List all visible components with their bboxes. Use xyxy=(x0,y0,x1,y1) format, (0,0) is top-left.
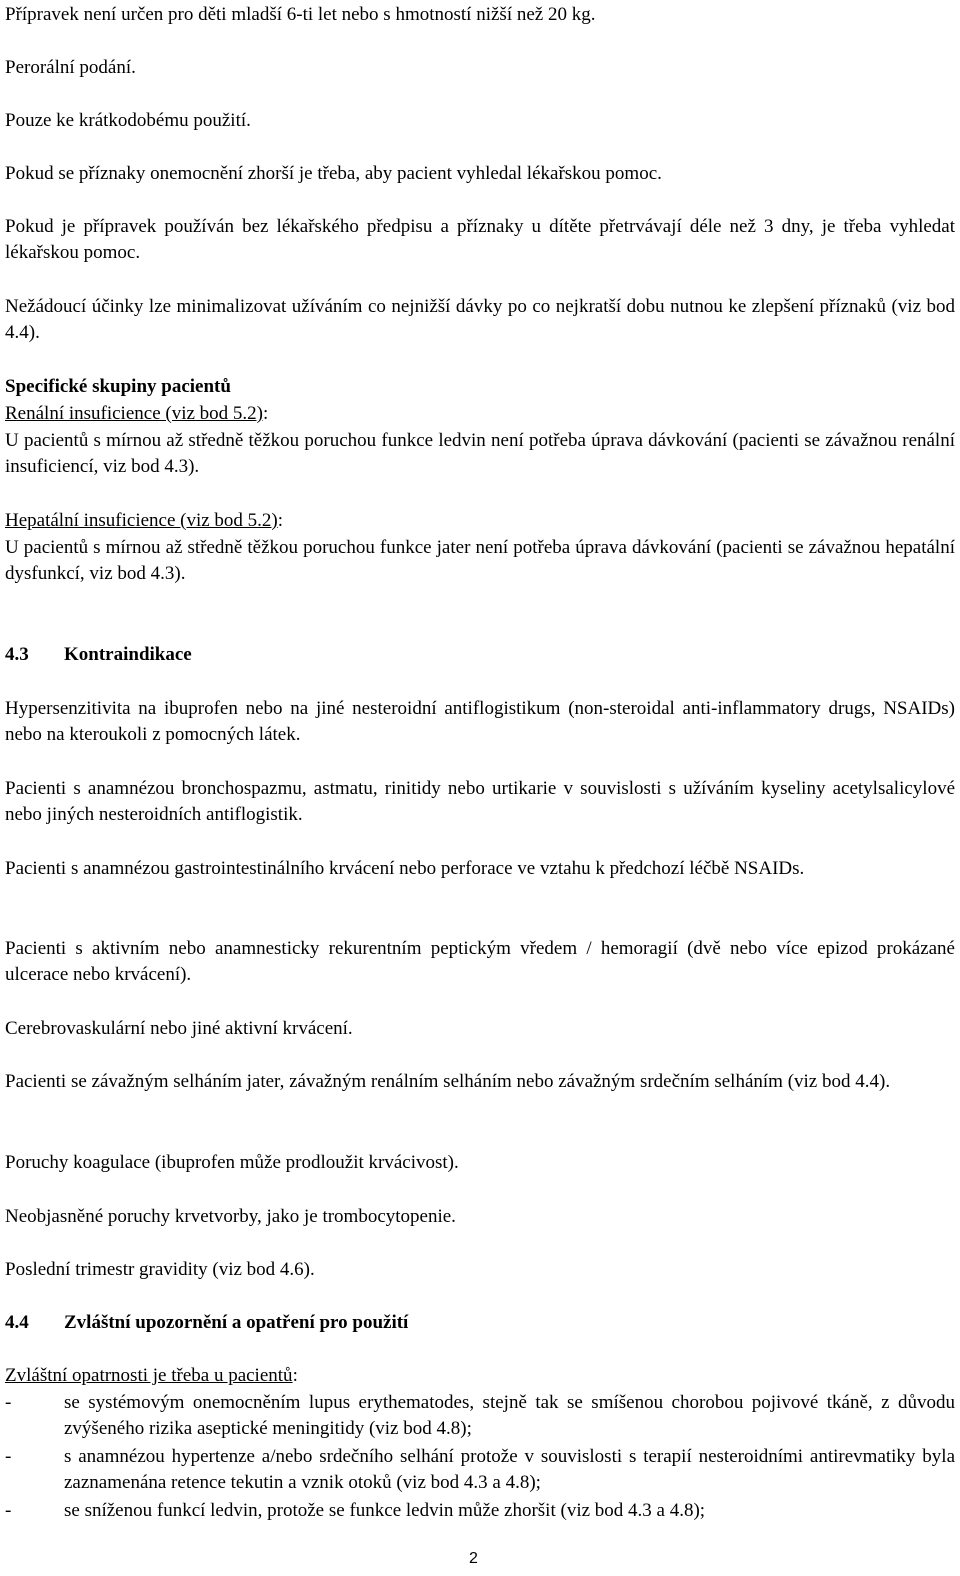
paragraph-short-term: Pouze ke krátkodobému použití. xyxy=(5,110,251,131)
paragraph-bronchospasm: Pacienti s anamnézou bronchospazmu, astmatu, rinitidy nebo urtikarie v souvislosti s užíváním kyseliny acetylsalicylové nebo jiných nesteroidních antiflogistik. xyxy=(5,778,955,825)
list-bullet: - xyxy=(5,1392,12,1413)
paragraph-coagulation: Poruchy koagulace (ibuprofen může prodloužit krvácivost). xyxy=(5,1152,459,1173)
list-bullet: - xyxy=(5,1446,12,1467)
paragraph-oral-use: Perorální podání. xyxy=(5,57,136,78)
renal-heading-text: Renální insuficience (viz bod 5.2) xyxy=(5,403,264,424)
section-title: Zvláštní upozornění a opatření pro použití xyxy=(64,1312,409,1333)
list-item xyxy=(5,1444,955,1496)
list-item xyxy=(5,1390,955,1442)
paragraph-peptic-ulcer: Pacienti s aktivním nebo anamnesticky rekurentním peptickým vředem / hemoragií (dvě nebo více epizod prokázané ulcerace nebo krvácení). xyxy=(5,938,955,985)
paragraph-age-restriction: Přípravek není určen pro děti mladší 6-ti let nebo s hmotností nižší než 20 kg. xyxy=(5,4,596,25)
paragraph-hypersensitivity: Hypersenzitivita na ibuprofen nebo na jiné nesteroidní antiflogistikum (non-steroidal anti-inflammatory drugs, NSAIDs) nebo na kteroukoli z pomocných látek. xyxy=(5,698,955,745)
paragraph-organ-failure: Pacienti se závažným selháním jater, závažným renálním selháním nebo závažným srdečním selháním (viz bod 4.4). xyxy=(5,1071,891,1092)
heading-specific-groups: Specifické skupiny pacientů xyxy=(5,376,231,397)
paragraph-renal: U pacientů s mírnou až středně těžkou poruchou funkce ledvin není potřeba úprava dávkování (pacienti se závažnou renální insuficiencí, viz bod 4.3). xyxy=(5,430,955,477)
paragraph-hematopoiesis: Neobjasněné poruchy krvetvorby, jako je trombocytopenie. xyxy=(5,1206,456,1227)
list-item-text: se systémovým onemocněním lupus erythematodes, stejně tak se smíšenou chorobou pojivové tkáně, z důvodu zvýšeného rizika aseptické meningitidy (viz bod 4.8); xyxy=(64,1392,955,1439)
paragraph-persisting-symptoms: Pokud je přípravek používán bez lékařského předpisu a příznaky u dítěte přetrvávají déle než 3 dny, je třeba vyhledat lékařskou pomoc. xyxy=(5,216,955,263)
subheading-renal xyxy=(5,401,955,427)
page-number: 2 xyxy=(469,1550,478,1567)
paragraph-hepatic: U pacientů s mírnou až středně těžkou poruchou funkce jater není potřeba úprava dávkování (pacienti se závažnou hepatální dysfunkcí, viz bod 4.3). xyxy=(5,537,955,584)
paragraph-caution-intro xyxy=(5,1363,955,1389)
paragraph-worsening: Pokud se příznaky onemocnění zhorší je třeba, aby pacient vyhledal lékařskou pomoc. xyxy=(5,163,662,184)
section-4-3-heading xyxy=(5,642,955,668)
paragraph-cerebrovascular: Cerebrovaskulární nebo jiné aktivní krvácení. xyxy=(5,1018,353,1039)
caution-intro-colon: : xyxy=(292,1365,298,1386)
list-bullet: - xyxy=(5,1500,12,1521)
list-item-text: se sníženou funkcí ledvin, protože se funkce ledvin může zhoršit (viz bod 4.3 a 4.8); xyxy=(64,1500,706,1521)
hepatic-heading-text: Hepatální insuficience (viz bod 5.2) xyxy=(5,510,278,531)
subheading-hepatic xyxy=(5,508,955,534)
list-item-text: s anamnézou hypertenze a/nebo srdečního selhání protože v souvislosti s terapií nesteroidními antirevmatiky byla zaznamenána retence tekutin a vznik otoků (viz bod 4.3 a 4.8); xyxy=(64,1446,955,1493)
list-item xyxy=(5,1498,955,1524)
section-number: 4.3 xyxy=(5,644,29,665)
paragraph-pregnancy: Poslední trimestr gravidity (viz bod 4.6). xyxy=(5,1259,315,1280)
hepatic-heading-colon: : xyxy=(277,510,284,531)
renal-heading-colon: : xyxy=(263,403,269,424)
paragraph-gi-bleeding: Pacienti s anamnézou gastrointestinálního krvácení nebo perforace ve vztahu k předchozí léčbě NSAIDs. xyxy=(5,858,805,879)
section-title: Kontraindikace xyxy=(64,644,192,665)
paragraph-side-effects: Nežádoucí účinky lze minimalizovat užíváním co nejnižší dávky po co nejkratší dobu nutnou ke zlepšení příznaků (viz bod 4.4). xyxy=(5,296,955,343)
caution-intro-text: Zvláštní opatrnosti je třeba u pacientů xyxy=(5,1365,293,1386)
section-number: 4.4 xyxy=(5,1312,29,1333)
section-4-4-heading xyxy=(5,1310,955,1336)
